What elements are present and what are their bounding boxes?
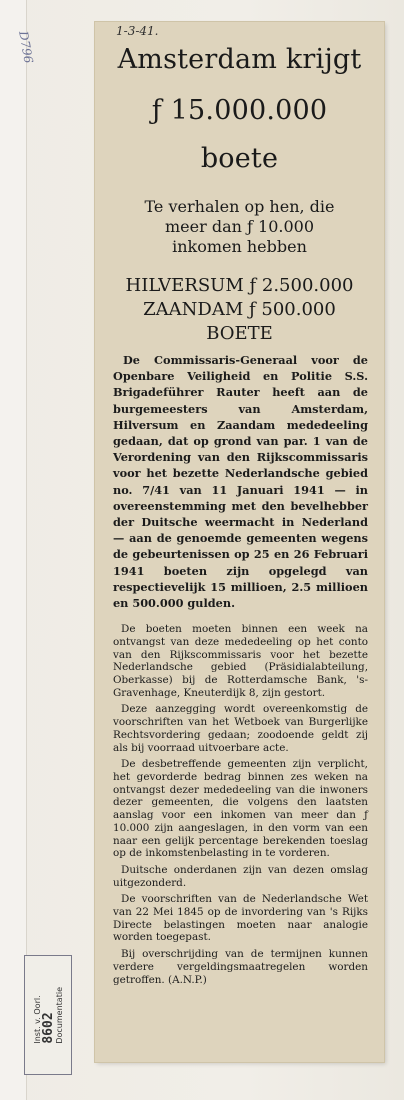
paragraph-2: De boeten moeten binnen een week na ontvangst van deze mededeeling op het conto van den Rijkscommissaris voor het bezette Nederlandsche gebied (Präsidialabteilung, Oberkasse) bij de Rotterdamsche Bank, 's-Gravenhage, Kneuterdijk 8, zijn gestort. bbox=[113, 623, 368, 699]
mounting-strip bbox=[0, 0, 27, 1100]
headline-line-1: Amsterdam krijgt bbox=[117, 44, 362, 75]
lead-paragraph bbox=[113, 352, 368, 611]
paragraph-6: De voorschriften van de Nederlandsche Wet van 22 Mei 1845 op de invordering van 's Rijks Directe belastingen moeten naar analogie worden toegepast. bbox=[113, 893, 368, 944]
archive-stamp bbox=[24, 955, 72, 1075]
date-annotation: 1-3-41. bbox=[116, 24, 159, 38]
stamp-line-2: Documentatie bbox=[54, 986, 64, 1044]
article-body bbox=[113, 352, 368, 990]
secondary-line-3: BOETE bbox=[206, 323, 273, 344]
subhead-line-3: inkomen hebben bbox=[172, 237, 307, 256]
headline-line-2: ƒ 15.000.000 bbox=[151, 95, 328, 126]
headline-line-3: boete bbox=[200, 143, 279, 174]
subhead-line-2: meer dan ƒ 10.000 bbox=[164, 217, 314, 236]
paragraph-5: Duitsche onderdanen zijn van dezen omslag uitgezonderd. bbox=[113, 863, 368, 889]
stamp-number: 8602 bbox=[40, 1012, 56, 1044]
lead-paragraph-text: De Commissaris-Generaal voor de Openbare Veiligheid en Politie S.S. Brigadeführer Rauter heeft aan de burgemeesters van Amsterdam, Hilversum en Zaandam mededeeling gedaan, dat op grond van par. 1 van de Verordening van den Rijkscommissaris voor het bezette Nederlandsche gebied no. 7/41 van 11 Januari 1941 — in overeenstemming met den bevelhebber der Duitsche weermacht in Nederland — aan de genoemde gemeenten wegens de gebeurtenissen op 25 en 26 Februari 1941 boeten zijn opgelegd van respectievelijk 15 millioen, 2.5 millioen en 500.000 gulden. bbox=[113, 353, 368, 611]
archive-code-annotation: D796 bbox=[16, 30, 36, 65]
secondary-line-2: ZAANDAM ƒ 500.000 bbox=[143, 299, 336, 320]
stamp-text bbox=[32, 987, 65, 1044]
paragraph-3: Deze aanzegging wordt overeenkomstig de voorschriften van het Wetboek van Burgerlijke Rechtsvordering gedaan; zoodoende geldt zij als bij voorraad uitvoerbare acte. bbox=[113, 703, 368, 754]
paragraph-7: Bij overschrijding van de termijnen kunnen verdere vergeldingsmaatregelen worden getroffen. (A.N.P.) bbox=[113, 948, 368, 986]
subhead-line-1: Te verhalen op hen, die bbox=[144, 197, 335, 216]
paragraph-4: De desbetreffende gemeenten zijn verplicht, het gevorderde bedrag binnen zes weken na ontvangst dezer mededeeling van die inwoners dezer gemeenten, die volgens den laatsten aanslag voor een inkomen van meer dan ƒ 10.000 zijn aangeslagen, in den vorm van een naar een gelijk percentage berekenden toeslag op de inkomstenbelasting in te vorderen. bbox=[113, 758, 368, 860]
stamp-line-1: Inst. v. Oorl. bbox=[32, 995, 42, 1044]
secondary-line-1: HILVERSUM ƒ 2.500.000 bbox=[125, 275, 354, 296]
